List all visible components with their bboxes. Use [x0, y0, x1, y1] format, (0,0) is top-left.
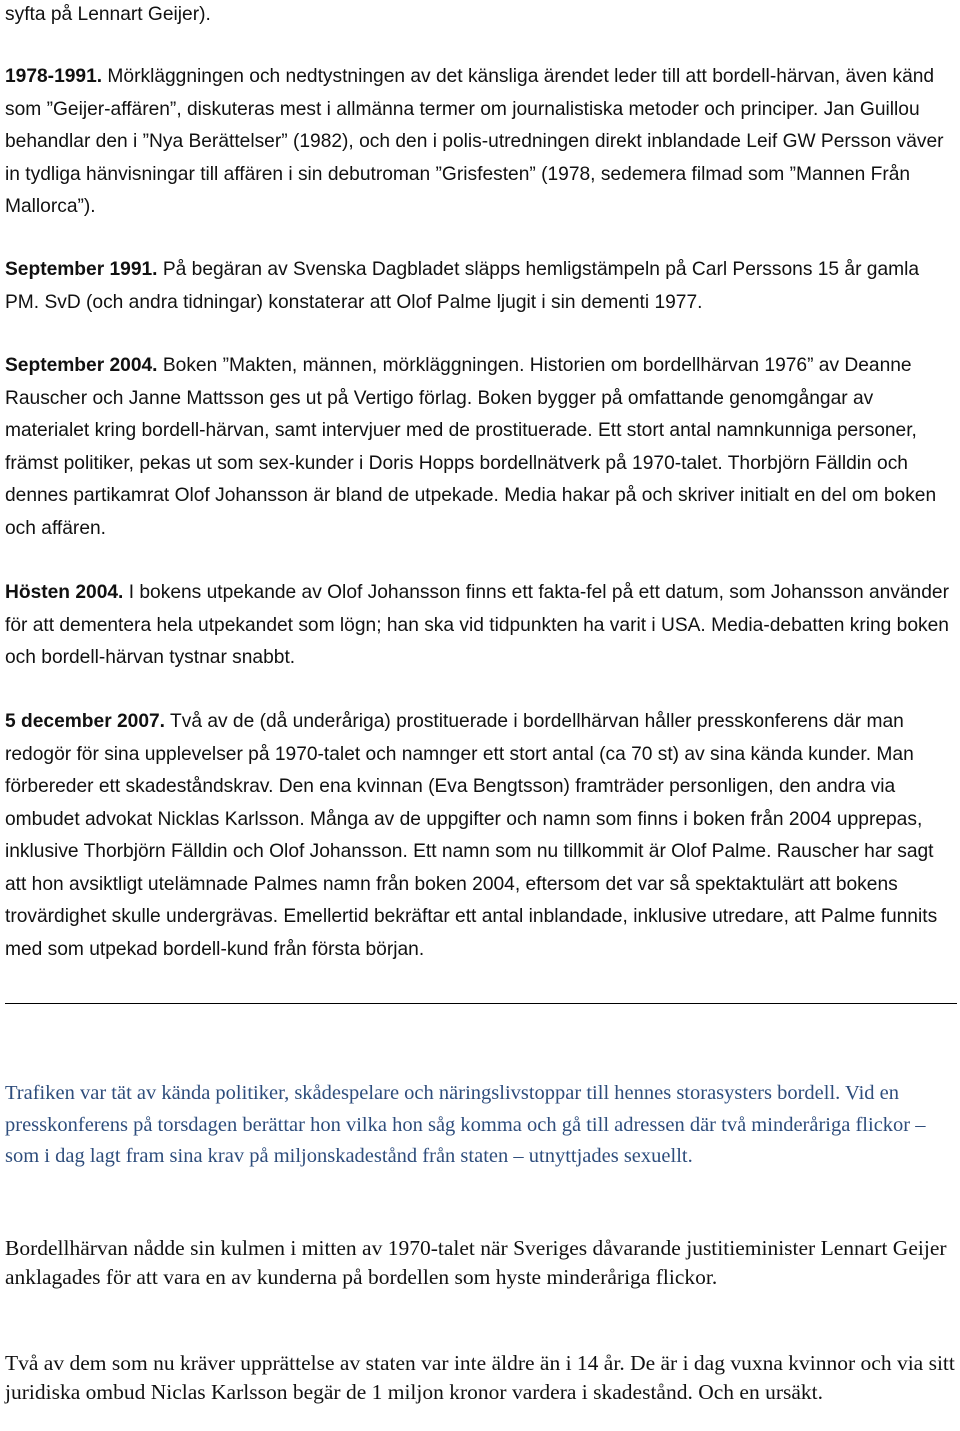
press-quote: Trafiken var tät av kända politiker, skådespelare och näringslivstoppar till hennes storasysters bordell. Vid en presskonferens på torsdagen berättar hon vilka hon såg komma och gå till adressen där två minderåriga flickor – som i dag lagt fram sina krav på miljonskadestånd från staten – utnyttjades sexuellt. [5, 1082, 926, 1167]
entry-date: September 2004. [5, 355, 158, 376]
entry-text: Boken ”Makten, männen, mörkläggningen. Historien om bordellhärvan 1976” av Deanne Rauscher och Janne Mattsson ges ut på Vertigo förlag. Boken bygger på omfattande genomgångar av materialet kring bordell-härvan, samt intervjuer med de prostituerade. Ett stort antal namnkunniga personer, främst politiker, pekas ut som sex-kunder i Doris Hopps bordellnätverk på 1970-talet. Thorbjörn Fälldin och dennes partikamrat Olof Johansson är bland de utpekade. Media hakar på och skriver initialt en del om boken och affären. [5, 355, 937, 539]
closing-paragraph-1: Bordellhärvan nådde sin kulmen i mitten av 1970-talet när Sveriges dåvarande justitieminister Lennart Geijer anklagades för att vara en av kunderna på bordellen som hyste minderåriga flickor. [5, 1236, 947, 1289]
entry-text: I bokens utpekande av Olof Johansson finns ett fakta-fel på ett datum, som Johansson använder för att dementera hela utpekandet som lögn; han ska vid tidpunkten ha varit i USA. Media-debatten kring boken och bordell-härvan tystnar snabbt. [5, 582, 949, 668]
entry-date: September 1991. [5, 259, 158, 280]
entry-date: 5 december 2007. [5, 711, 166, 732]
section-divider [5, 1003, 957, 1004]
closing-paragraph-2: Två av dem som nu kräver upprättelse av staten var inte äldre än i 14 år. De är i dag vuxna kvinnor och via sitt juridiska ombud Niclas Karlsson begär de 1 miljon kronor vardera i skadestånd. Och en ursäkt. [5, 1351, 955, 1404]
entry-5-december-2007 [5, 706, 955, 966]
entry-text: Två av de (då underåriga) prostituerade i bordellhärvan håller presskonferens där man redogör för sina upplevelser på 1970-talet och namnger ett stort antal (ca 70 st) av sina kända kunder. Man förbereder ett skadeståndskrav. Den ena kvinnan (Eva Bengtsson) framträder personligen, den andra via ombudet advokat Nicklas Karlsson. Många av de uppgifter och namn som finns i boken från 2004 upprepas, inklusive Thorbjörn Fälldin och Olof Johansson. Ett namn som nu tillkommit är Olof Palme. Rauscher har sagt att hon avsiktligt utelämnade Palmes namn från boken 2004, eftersom det var så spektaktulärt att bokens trovärdighet skulle undergrävas. Emellertid bekräftar ett antal inblandade, inklusive utredare, att Palme funnits med som utpekad bordell-kund från första början. [5, 711, 938, 960]
entry-date: Hösten 2004. [5, 582, 124, 603]
entry-date: 1978-1991. [5, 66, 103, 87]
entry-text: På begäran av Svenska Dagbladet släpps hemligstämpeln på Carl Perssons 15 år gamla PM. SvD (och andra tidningar) konstaterar att Olof Palme ljugit i sin dementi 1977. [5, 259, 920, 313]
entry-1978-1991 [5, 61, 955, 224]
top-fragment: syfta på Lennart Geijer). [5, 4, 211, 25]
entry-text: Mörkläggningen och nedtystningen av det känsliga ärendet leder till att bordell-härvan, även känd som ”Geijer-affären”, diskuteras mest i allmänna termer om journalistiska metoder och principer. Jan Guillou behandlar den i ”Nya Berättelser” (1982), och den i polis-utredningen direkt inblandade Leif GW Persson väver in tydliga hänvisningar till affären i sin debutroman ”Grisfesten” (1978, sedemera filmad som ”Mannen Från Mallorca”). [5, 66, 944, 217]
entry-september-1991 [5, 254, 955, 319]
entry-september-2004 [5, 350, 955, 545]
entry-hosten-2004 [5, 577, 955, 675]
